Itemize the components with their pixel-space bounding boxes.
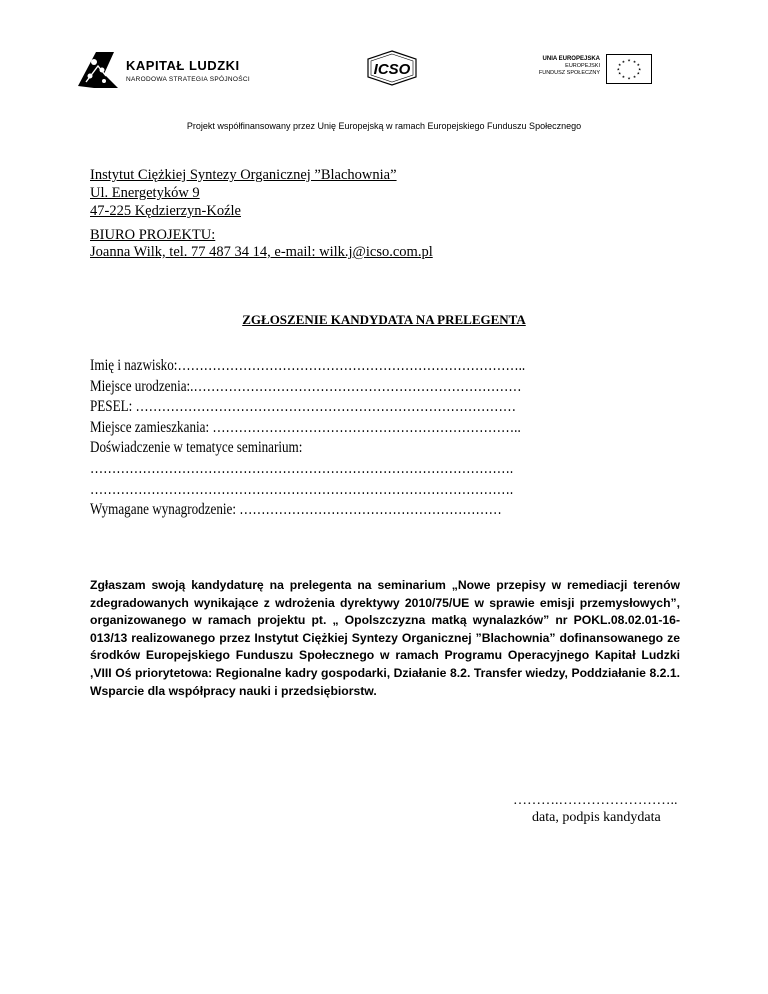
svg-text:★: ★: [616, 67, 620, 72]
signature-line[interactable]: ……….……………………..: [513, 793, 678, 808]
form-fields: [90, 356, 525, 521]
institution-street: Ul. Energetyków 9: [90, 185, 200, 201]
declaration-text: Zgłaszam swoją kandydaturę na prelegenta na seminarium „Nowe przepisy w remediacji terenów zdegradowanych wynikające z wdrożenia dyrektywy 2010/75/UE w sprawie emisji przemysłowych”, organizowanego w ramach projektu pt. „ Opolszczyzna matką wynalazków” nr POKL.08.02.01-16-013/13 realizowanego przez Instytut Ciężkiej Syntezy Organicznej ”Blachownia” dofinansowanego ze środków Europejskiego Funduszu Społecznego w ramach Programu Operacyjnego Kapitał Ludzki ,VIII Oś priorytetowa: Regionalne kadry gospodarki, Działanie 8.2. Transfer wiedzy, Poddziałanie 8.2.1. Wsparcie dla współpracy nauki i przedsiębiorstw.: [90, 578, 680, 698]
field-experience-label: Doświadczenie w tematyce seminarium:: [90, 439, 303, 457]
kapital-ludzki-emblem-icon: [74, 48, 122, 92]
cofinancing-note: Projekt współfinansowany przez Unię Europejską w ramach Europejskiego Funduszu Społecznego: [186, 121, 582, 131]
project-office-contact: Joanna Wilk, tel. 77 487 34 14, e-mail: wilk.j@icso.com.pl: [90, 244, 433, 260]
signature-label: data, podpis kandydata: [532, 810, 661, 825]
field-experience-line-1[interactable]: …………………………………………………………………………………….: [90, 459, 514, 477]
field-pesel[interactable]: PESEL: ……………………………………………………………………………: [90, 398, 517, 416]
eu-logo: [520, 54, 660, 84]
eu-fund-line2: FUNDUSZ SPOŁECZNY: [538, 70, 600, 76]
eu-name: UNIA EUROPEJSKA: [542, 56, 600, 62]
icso-logo: [365, 50, 419, 86]
institution-city: 47-225 Kędzierzyn-Koźle: [90, 203, 241, 219]
svg-text:★: ★: [636, 71, 641, 76]
eu-text-block: [539, 56, 600, 77]
field-residence[interactable]: Miejsce zamieszkania: ……………………………………………………………..: [90, 418, 521, 436]
form-title-text: ZGŁOSZENIE KANDYDATA NA PRELEGENTA: [242, 312, 526, 327]
svg-text:★: ★: [621, 59, 626, 64]
field-experience-line-2[interactable]: …………………………………………………………………………………….: [90, 480, 514, 498]
svg-text:★: ★: [627, 76, 631, 81]
svg-text:★: ★: [617, 63, 622, 68]
svg-text:★: ★: [638, 67, 642, 72]
project-office: [90, 227, 433, 261]
eu-fund-line1: EUROPEJSKI: [565, 63, 600, 69]
eu-flag-icon: [606, 54, 652, 84]
svg-text:★: ★: [632, 74, 637, 79]
kapital-ludzki-subtitle: NARODOWA STRATEGIA SPÓJNOŚCI: [126, 76, 250, 83]
project-office-heading: BIURO PROJEKTU:: [90, 227, 216, 243]
field-name[interactable]: Imię i nazwisko:……………………………………………………………………..: [90, 357, 526, 374]
field-birthplace[interactable]: Miejsce urodzenia:.…………………………………………………………………: [90, 377, 522, 395]
icso-logo-text: ICSO: [373, 61, 411, 78]
kapital-ludzki-logo: [74, 48, 264, 92]
svg-text:★: ★: [636, 63, 641, 68]
form-title: [0, 312, 768, 328]
institution-name: Instytut Ciężkiej Syntezy Organicznej ”Blachownia”: [90, 167, 397, 183]
kapital-ludzki-title: KAPITAŁ LUDZKI: [126, 58, 240, 73]
svg-text:★: ★: [621, 74, 626, 79]
svg-text:★: ★: [617, 71, 622, 76]
svg-text:★: ★: [632, 59, 637, 64]
field-remuneration[interactable]: Wymagane wynagrodzenie: ……………………………………………………: [90, 501, 502, 519]
institution-address: [90, 166, 397, 220]
svg-text:★: ★: [627, 58, 631, 63]
